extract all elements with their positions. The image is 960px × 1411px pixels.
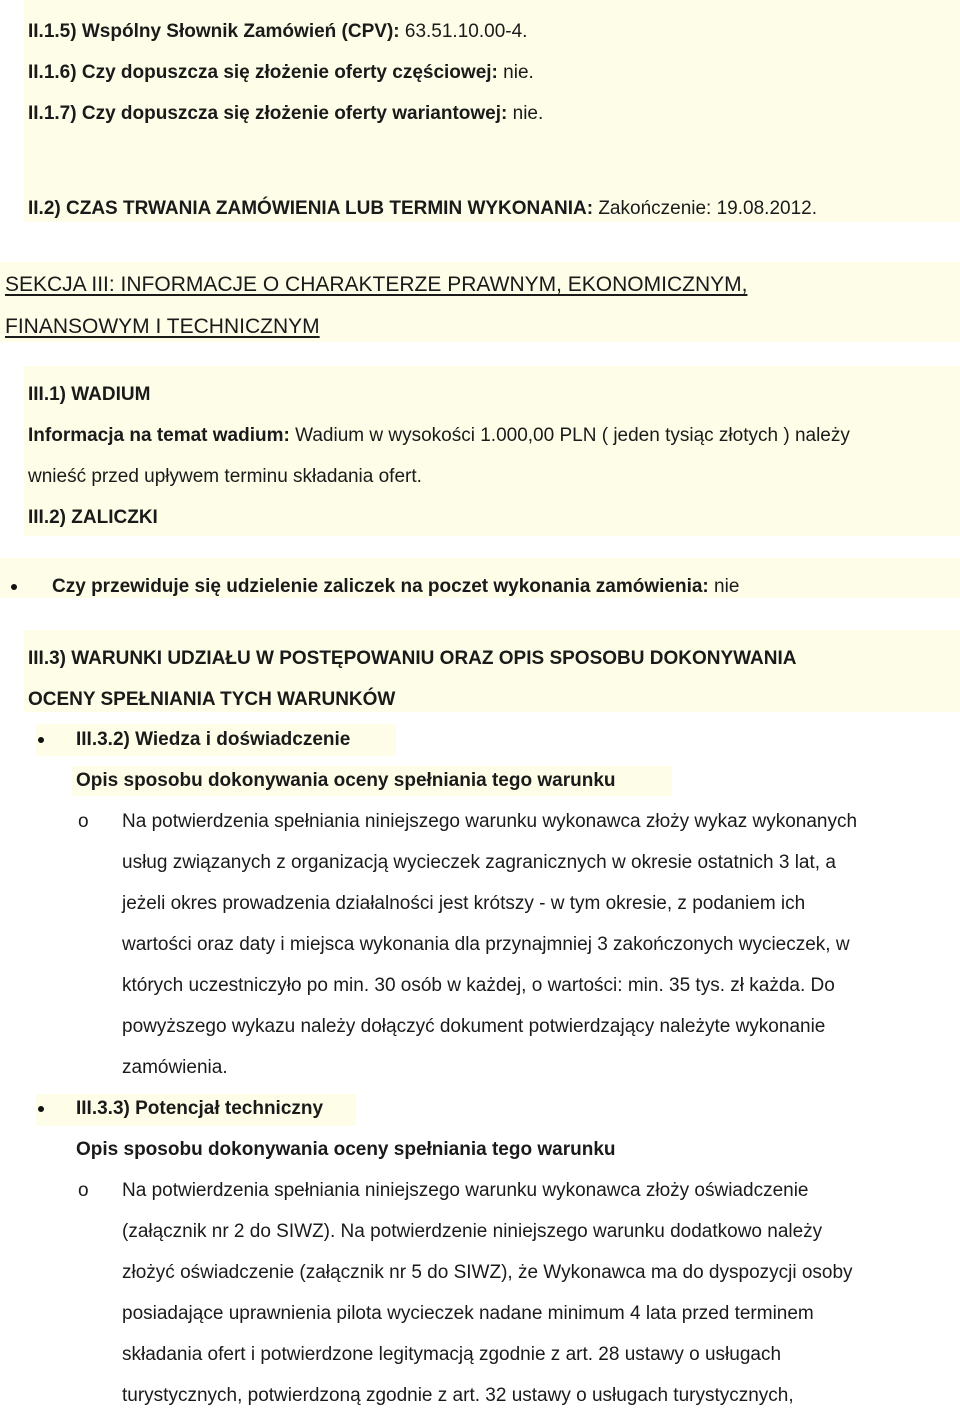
item1-marker: o <box>78 811 89 832</box>
warunki-title-line1: III.3) WARUNKI UDZIAŁU W POSTĘPOWANIU ORAZ OPIS SPOSOBU DOKONYWANIA <box>28 648 797 669</box>
item1-text-line: zamówienia. <box>122 1057 228 1078</box>
highlight-band-wadium <box>24 366 960 536</box>
variant-offer-label: II.1.7) Czy dopuszcza się złożenie oferty wariantowej: <box>28 103 508 124</box>
partial-offer-label: II.1.6) Czy dopuszcza się złożenie oferty częściowej: <box>28 62 498 83</box>
item2-text-line: posiadające uprawnienia pilota wycieczek nadane minimum 4 lata przed terminem <box>122 1303 814 1324</box>
cpv-line <box>28 20 527 44</box>
cpv-label: II.1.5) Wspólny Słownik Zamówień (CPV): <box>28 21 400 42</box>
cpv-value: 63.51.10.00-4. <box>404 21 528 42</box>
zaliczki-question: Czy przewiduje się udzielenie zaliczek na poczet wykonania zamówienia: <box>52 576 709 597</box>
wadium-info-line2: wnieść przed upływem terminu składania ofert. <box>28 466 422 487</box>
wadium-info-text: Wadium w wysokości 1.000,00 PLN ( jeden tysiąc złotych ) należy <box>295 425 850 446</box>
duration-value: Zakończenie: 19.08.2012. <box>598 198 817 219</box>
partial-offer-value: nie. <box>503 62 534 83</box>
item2-text-line: (załącznik nr 2 do SIWZ). Na potwierdzenie niniejszego warunku dodatkowo należy <box>122 1221 823 1242</box>
item2-bullet <box>38 1106 44 1112</box>
section3-heading-line1: SEKCJA III: INFORMACJE O CHARAKTERZE PRAWNYM, EKONOMICZNYM, <box>5 273 748 296</box>
item1-text-line: których uczestniczyło po min. 30 osób w każdej, o wartości: min. 35 tys. zł każda. Do <box>122 975 835 996</box>
variant-offer-line <box>28 102 543 126</box>
duration-label: II.2) CZAS TRWANIA ZAMÓWIENIA LUB TERMIN WYKONANIA: <box>28 198 594 219</box>
section3-heading-line2: FINANSOWYM I TECHNICZNYM <box>5 315 320 338</box>
item1-bullet <box>38 737 44 743</box>
item2-text-line: Na potwierdzenia spełniania niniejszego warunku wykonawca złoży oświadczenie <box>122 1180 809 1201</box>
zaliczki-question-line <box>52 575 739 599</box>
item2-text-line: złożyć oświadczenie (załącznik nr 5 do SIWZ), że Wykonawca ma do dyspozycji osoby <box>122 1262 853 1283</box>
item1-text-line: usług związanych z organizacją wycieczek zagranicznych w okresie ostatnich 3 lat, a <box>122 852 836 873</box>
item1-text-line: wartości oraz daty i miejsca wykonania dla przynajmniej 3 zakończonych wycieczek, w <box>122 934 850 955</box>
item2-subtitle: Opis sposobu dokonywania oceny spełniania tego warunku <box>76 1139 616 1160</box>
zaliczki-bullet <box>11 584 17 590</box>
variant-offer-value: nie. <box>512 103 544 124</box>
zaliczki-title: III.2) ZALICZKI <box>28 507 158 528</box>
item2-title: III.3.3) Potencjał techniczny <box>76 1098 324 1119</box>
item2-marker: o <box>78 1180 89 1201</box>
duration-line <box>28 197 817 221</box>
wadium-info-label: Informacja na temat wadium: <box>28 425 290 446</box>
item1-subtitle: Opis sposobu dokonywania oceny spełniania tego warunku <box>76 770 616 791</box>
item1-title: III.3.2) Wiedza i doświadczenie <box>76 729 351 750</box>
item1-text-line: Na potwierdzenia spełniania niniejszego warunku wykonawca złoży wykaz wykonanych <box>122 811 858 832</box>
item1-text-line: powyższego wykazu należy dołączyć dokument potwierdzający należyte wykonanie <box>122 1016 826 1037</box>
partial-offer-line <box>28 61 534 85</box>
wadium-title: III.1) WADIUM <box>28 384 151 405</box>
item2-text-line: składania ofert i potwierdzone legitymacją zgodnie z art. 28 ustawy o usługach <box>122 1344 782 1365</box>
wadium-info-line1 <box>28 424 850 448</box>
warunki-title-line2: OCENY SPEŁNIANIA TYCH WARUNKÓW <box>28 689 396 710</box>
zaliczki-answer: nie <box>714 576 740 597</box>
item2-text-line: turystycznych, potwierdzoną zgodnie z art. 32 ustawy o usługach turystycznych, <box>122 1385 794 1406</box>
item1-text-line: jeżeli okres prowadzenia działalności jest krótszy - w tym okresie, z podaniem ich <box>122 893 806 914</box>
